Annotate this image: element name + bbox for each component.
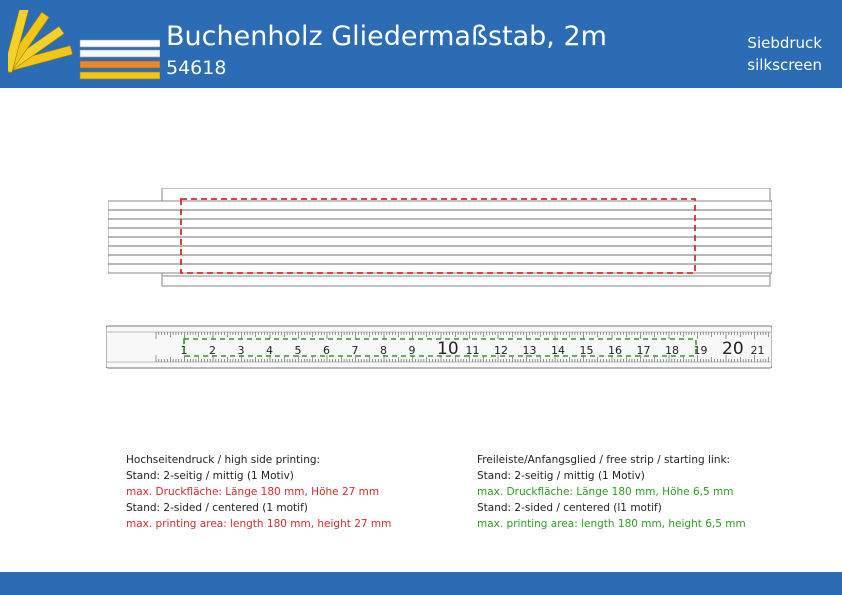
folded-ruler-fan-icon xyxy=(8,10,73,73)
ruler-number: 21 xyxy=(750,344,765,357)
ruler-number: 13 xyxy=(522,344,537,357)
article-number: 54618 xyxy=(166,57,227,79)
ruler-number: 2 xyxy=(209,344,216,357)
ruler-number: 5 xyxy=(294,344,302,357)
ruler-number: 17 xyxy=(636,344,651,357)
print-method-de: Siebdruck xyxy=(747,34,822,52)
ruler-number: 18 xyxy=(665,344,679,357)
product-thumbnail xyxy=(8,10,160,82)
info-area-en: max. printing area: length 180 mm, height 6,5 mm xyxy=(477,518,746,530)
ruler-number: 7 xyxy=(351,344,359,357)
ruler-number: 19 xyxy=(693,344,708,357)
ruler-number: 8 xyxy=(380,344,387,357)
folded-ruler-side-view xyxy=(108,188,772,288)
product-title: Buchenholz Gliedermaßstab, 2m xyxy=(166,21,607,52)
ruler-number: 12 xyxy=(494,344,508,357)
header-bar xyxy=(0,0,842,88)
ruler-number: 6 xyxy=(323,344,330,357)
info-heading: Freileiste/Anfangsglied / free strip / starting link: xyxy=(477,454,731,466)
ruler-samples-icon xyxy=(80,40,160,79)
info-area-de: max. Druckfläche: Länge 180 mm, Höhe 6,5 mm xyxy=(477,486,734,498)
print-info-free-strip xyxy=(477,452,746,532)
ruler-number: 4 xyxy=(266,344,273,357)
ruler-number: 1 xyxy=(180,344,188,357)
print-method-en: silkscreen xyxy=(747,56,822,74)
print-method xyxy=(747,32,822,76)
info-stand-de: Stand: 2-seitig / mittig (1 Motiv) xyxy=(477,470,645,482)
ruler-number: 3 xyxy=(237,344,245,357)
ruler-number: 20 xyxy=(722,339,744,359)
ruler-number: 15 xyxy=(579,344,594,357)
ruler-number: 11 xyxy=(465,344,480,357)
info-stand-de: Stand: 2-seitig / mittig (1 Motiv) xyxy=(126,470,294,482)
info-area-en: max. printing area: length 180 mm, height 27 mm xyxy=(126,518,392,530)
info-stand-en: Stand: 2-sided / centered (l1 motif) xyxy=(477,502,662,514)
print-info-high-side xyxy=(126,452,391,532)
ruler-number: 14 xyxy=(551,344,565,357)
ruler-top-view xyxy=(106,322,772,372)
info-heading: Hochseitendruck / high side printing: xyxy=(126,454,321,466)
info-area-de: max. Druckfläche: Länge 180 mm, Höhe 27 mm xyxy=(126,486,380,498)
ruler-number: 16 xyxy=(608,344,622,357)
ruler-number: 10 xyxy=(437,339,459,359)
footer-bar xyxy=(0,572,842,595)
ruler-number: 9 xyxy=(408,344,416,357)
info-stand-en: Stand: 2-sided / centered (1 motif) xyxy=(126,502,308,514)
